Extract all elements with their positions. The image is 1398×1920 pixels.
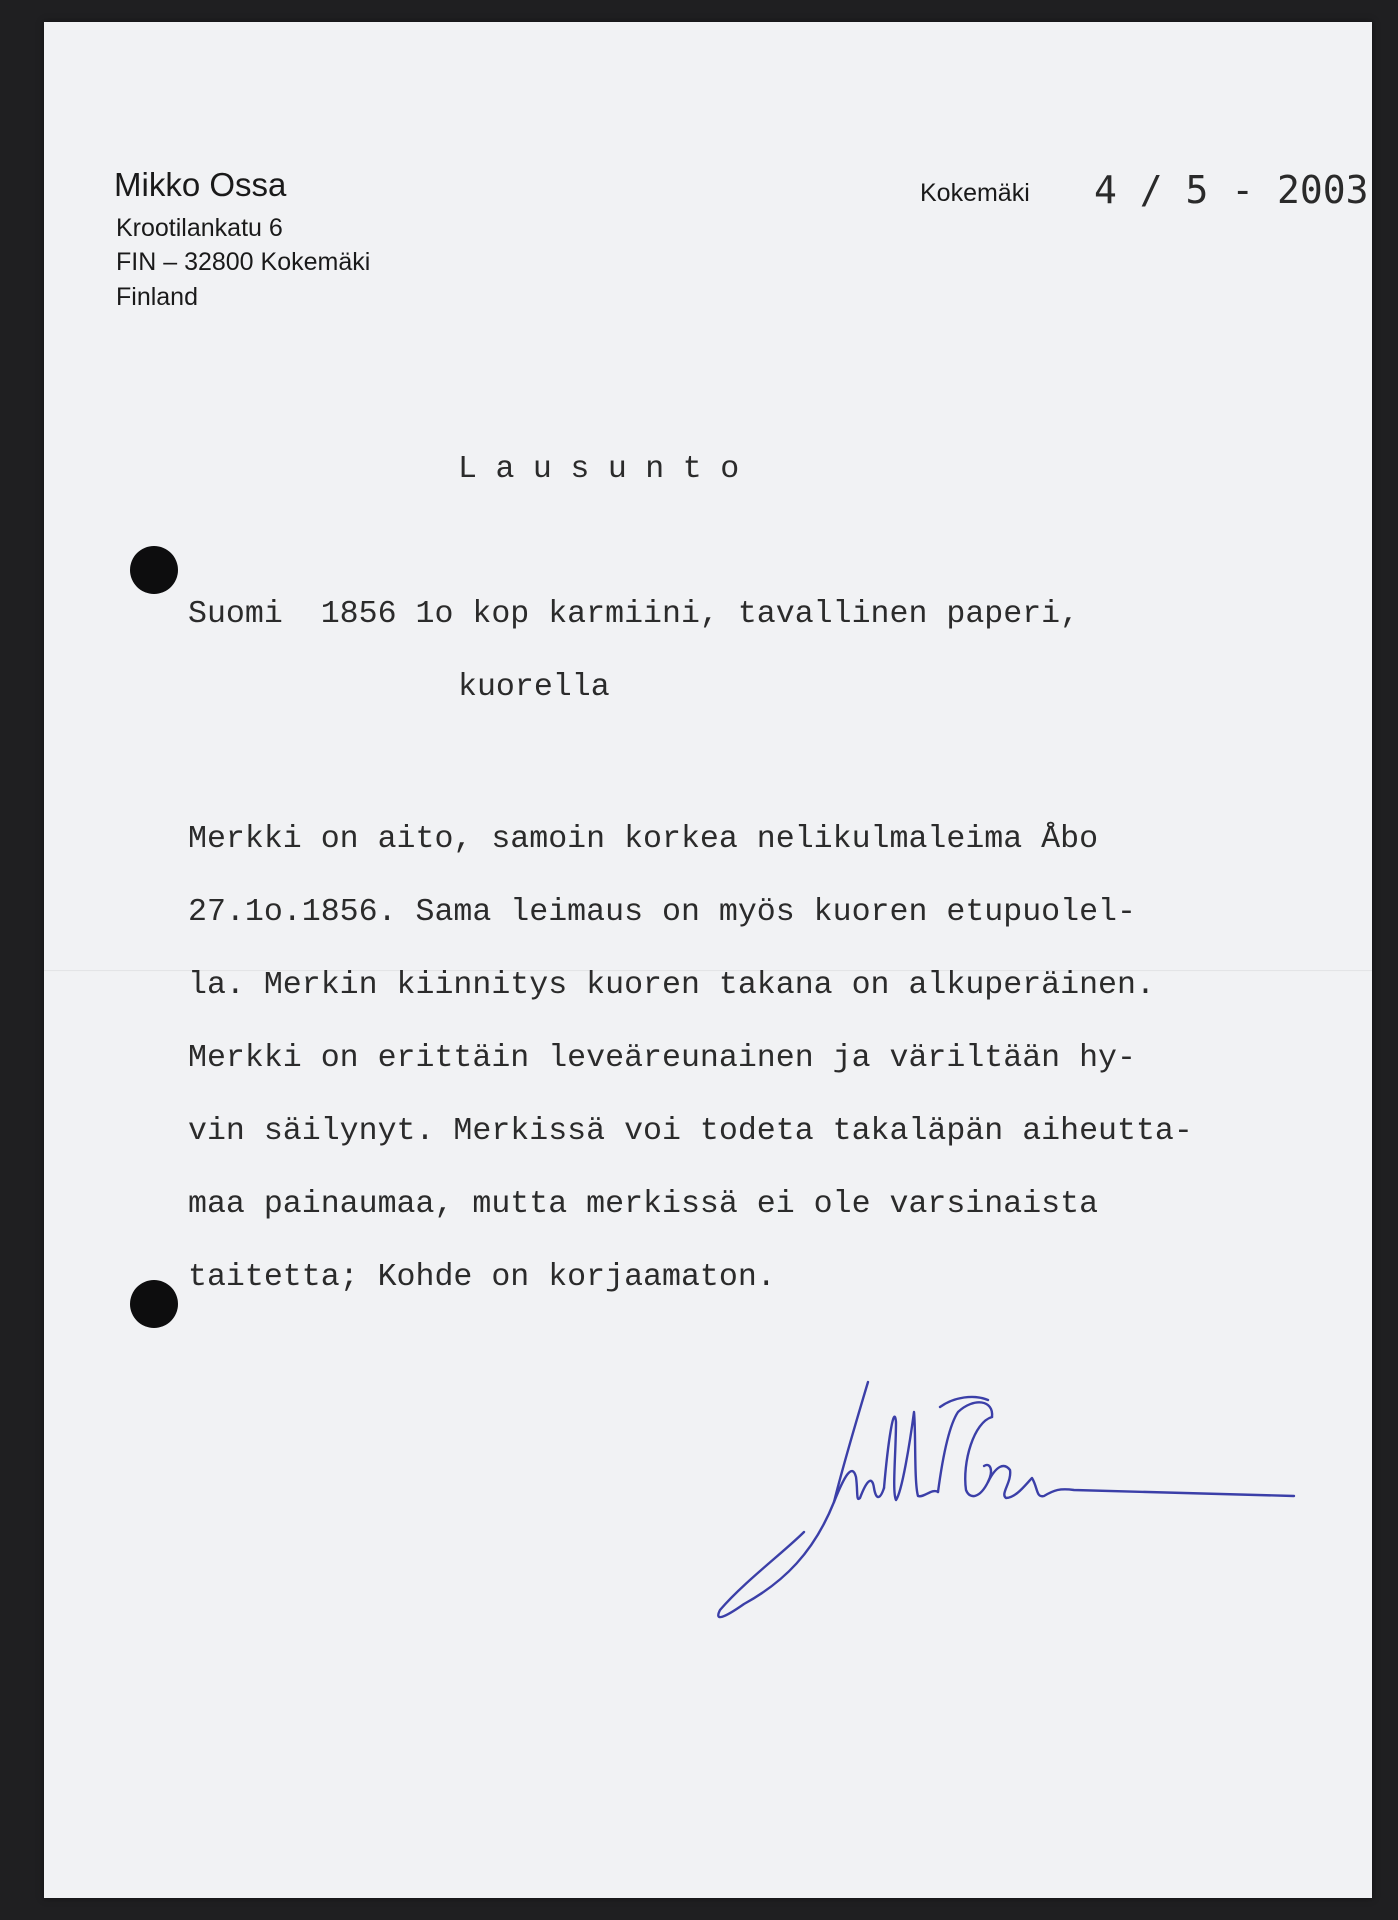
handwritten-signature <box>44 22 1372 1898</box>
body-line-5: vin säilynyt. Merkissä voi todeta takaläpän aiheutta- <box>188 1114 1193 1149</box>
sender-name: Mikko Ossa <box>114 166 287 203</box>
letter-page <box>44 22 1372 1898</box>
body-line-6: maa painaumaa, mutta merkissä ei ole varsinaista <box>188 1187 1099 1222</box>
subject-line-1: Suomi 1856 1o kop karmiini, tavallinen paperi, <box>188 597 1080 632</box>
body-line-4: Merkki on erittäin leveäreunainen ja väriltään hy- <box>188 1041 1136 1076</box>
sender-street: Krootilankatu 6 <box>116 214 283 242</box>
dateline-city: Kokemäki <box>920 179 1030 207</box>
body-line-1: Merkki on aito, samoin korkea nelikulmaleima Åbo <box>188 822 1099 857</box>
dateline-date: 4 / 5 - 2003 <box>1094 168 1369 212</box>
sender-country: Finland <box>116 283 198 311</box>
body-line-2: 27.1o.1856. Sama leimaus on myös kuoren etupuolel- <box>188 895 1136 930</box>
body-line-3: la. Merkin kiinnitys kuoren takana on alkuperäinen. <box>188 968 1155 1003</box>
subject-line-2: kuorella <box>458 670 610 705</box>
sender-postal: FIN – 32800 Kokemäki <box>116 248 371 276</box>
body-line-7: taitetta; Kohde on korjaamaton. <box>188 1260 776 1295</box>
document-title: Lausunto <box>458 452 758 487</box>
